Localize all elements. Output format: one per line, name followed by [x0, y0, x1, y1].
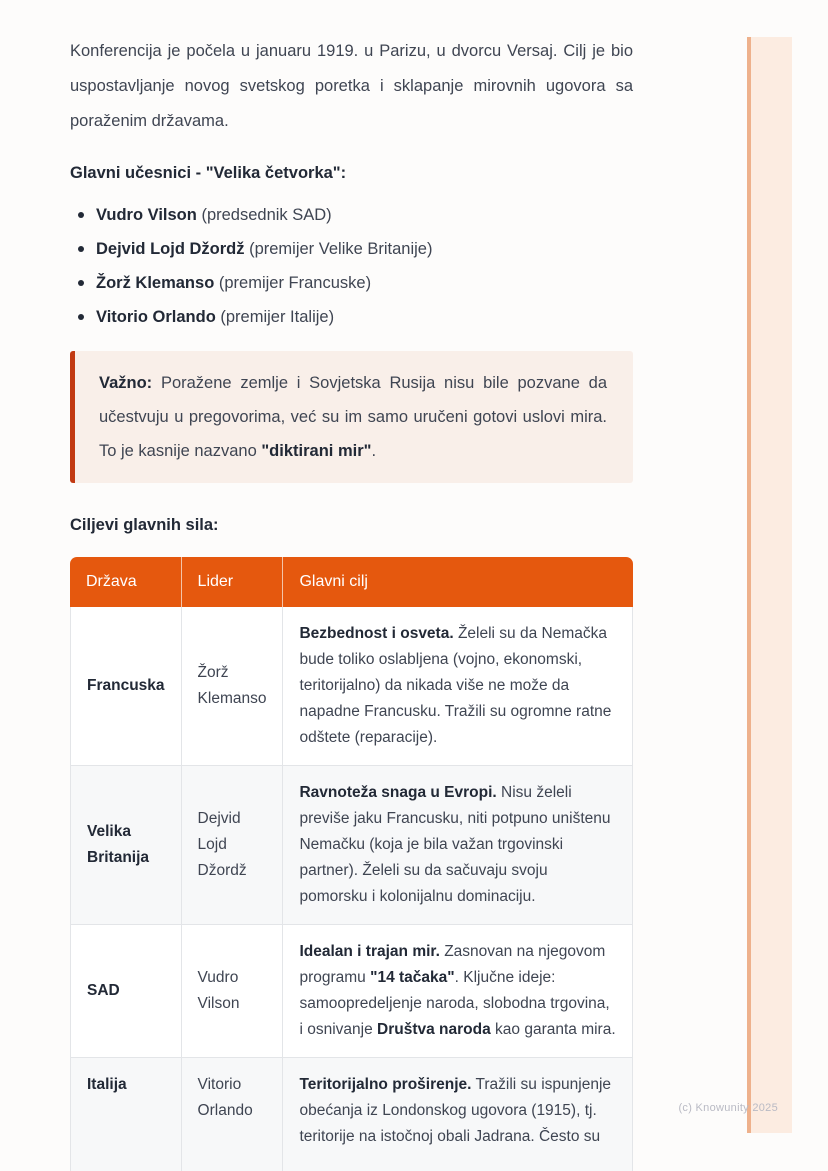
cell-goal: Teritorijalno proširenje. Tražili su ispunjenje obećanja iz Londonskog ugovora (1915), tj. teritorije na istočnoj obali Jadrana. Često su — [283, 1058, 633, 1171]
participants-list — [70, 205, 633, 327]
table-row — [70, 607, 633, 766]
page-margin-bar — [747, 37, 792, 1133]
goals-heading: Ciljevi glavnih sila: — [70, 516, 219, 534]
cell-country: Velika Britanija — [70, 766, 182, 925]
copyright-text: (c) Knowunity 2025 — [678, 1102, 778, 1114]
cell-leader: Žorž Klemanso — [182, 607, 284, 766]
list-item — [70, 239, 633, 259]
participant-name: Žorž Klemanso — [96, 274, 215, 292]
participants-heading: Glavni učesnici - "Velika četvorka": — [70, 164, 347, 182]
cell-country: Italija — [70, 1058, 182, 1171]
bullet-icon — [78, 246, 84, 252]
table-row — [70, 925, 633, 1058]
important-callout — [70, 351, 633, 483]
cell-country: SAD — [70, 925, 182, 1058]
participant-name: Vudro Vilson — [96, 206, 197, 224]
table-header-row — [70, 557, 633, 607]
participant-name: Vitorio Orlando — [96, 308, 216, 326]
participant-role: (predsednik SAD) — [196, 206, 332, 224]
list-item — [70, 205, 633, 225]
cell-leader: Dejvid Lojd Džordž — [182, 766, 284, 925]
bullet-icon — [78, 314, 84, 320]
header-cell-leader: Lider — [182, 557, 284, 607]
cell-leader: Vitorio Orlando — [182, 1058, 284, 1171]
bullet-icon — [78, 212, 84, 218]
cell-goal: Bezbednost i osveta. Želeli su da Nemačka bude toliko oslabljena (vojno, ekonomski, teritorijalno) da nikada više ne može da napadne Francusku. Tražili su ogromne ratne odštete (reparacije). — [283, 607, 633, 766]
callout-text: Važno: Poražene zemlje i Sovjetska Rusija nisu bile pozvane da učestvuju u pregovorima, već su im samo uručeni gotovi uslovi mira. To je kasnije nazvano "diktirani mir". — [99, 374, 607, 460]
list-item — [70, 307, 633, 327]
list-item — [70, 273, 633, 293]
cell-leader: Vudro Vilson — [182, 925, 284, 1058]
table-row — [70, 766, 633, 925]
goals-table — [70, 557, 633, 1171]
table-row — [70, 1058, 633, 1171]
bullet-icon — [78, 280, 84, 286]
participant-role: (premijer Italije) — [215, 308, 335, 326]
participant-role: (premijer Velike Britanije) — [244, 240, 433, 258]
participant-name: Dejvid Lojd Džordž — [96, 240, 245, 258]
header-cell-country: Država — [70, 557, 182, 607]
document-content — [70, 0, 633, 1171]
cell-goal: Ravnoteža snaga u Evropi. Nisu želeli previše jaku Francusku, niti potpuno uništenu Nemačku (koja je bila važan trgovinski partner). Želeli su da sačuvaju svoju pomorsku i kolonijalnu dominaciju. — [283, 766, 633, 925]
header-cell-goal: Glavni cilj — [283, 557, 633, 607]
cell-goal: Idealan i trajan mir. Zasnovan na njegovom programu "14 tačaka". Ključne ideje: samoopredeljenje naroda, slobodna trgovina, i osnivanje Društva naroda kao garanta mira. — [283, 925, 633, 1058]
cell-country: Francuska — [70, 607, 182, 766]
participant-role: (premijer Francuske) — [214, 274, 372, 292]
intro-paragraph: Konferencija je počela u januaru 1919. u Parizu, u dvorcu Versaj. Cilj je bio uspostavljanje novog svetskog poretka i sklapanje mirovnih ugovora sa poraženim državama. — [70, 42, 633, 130]
